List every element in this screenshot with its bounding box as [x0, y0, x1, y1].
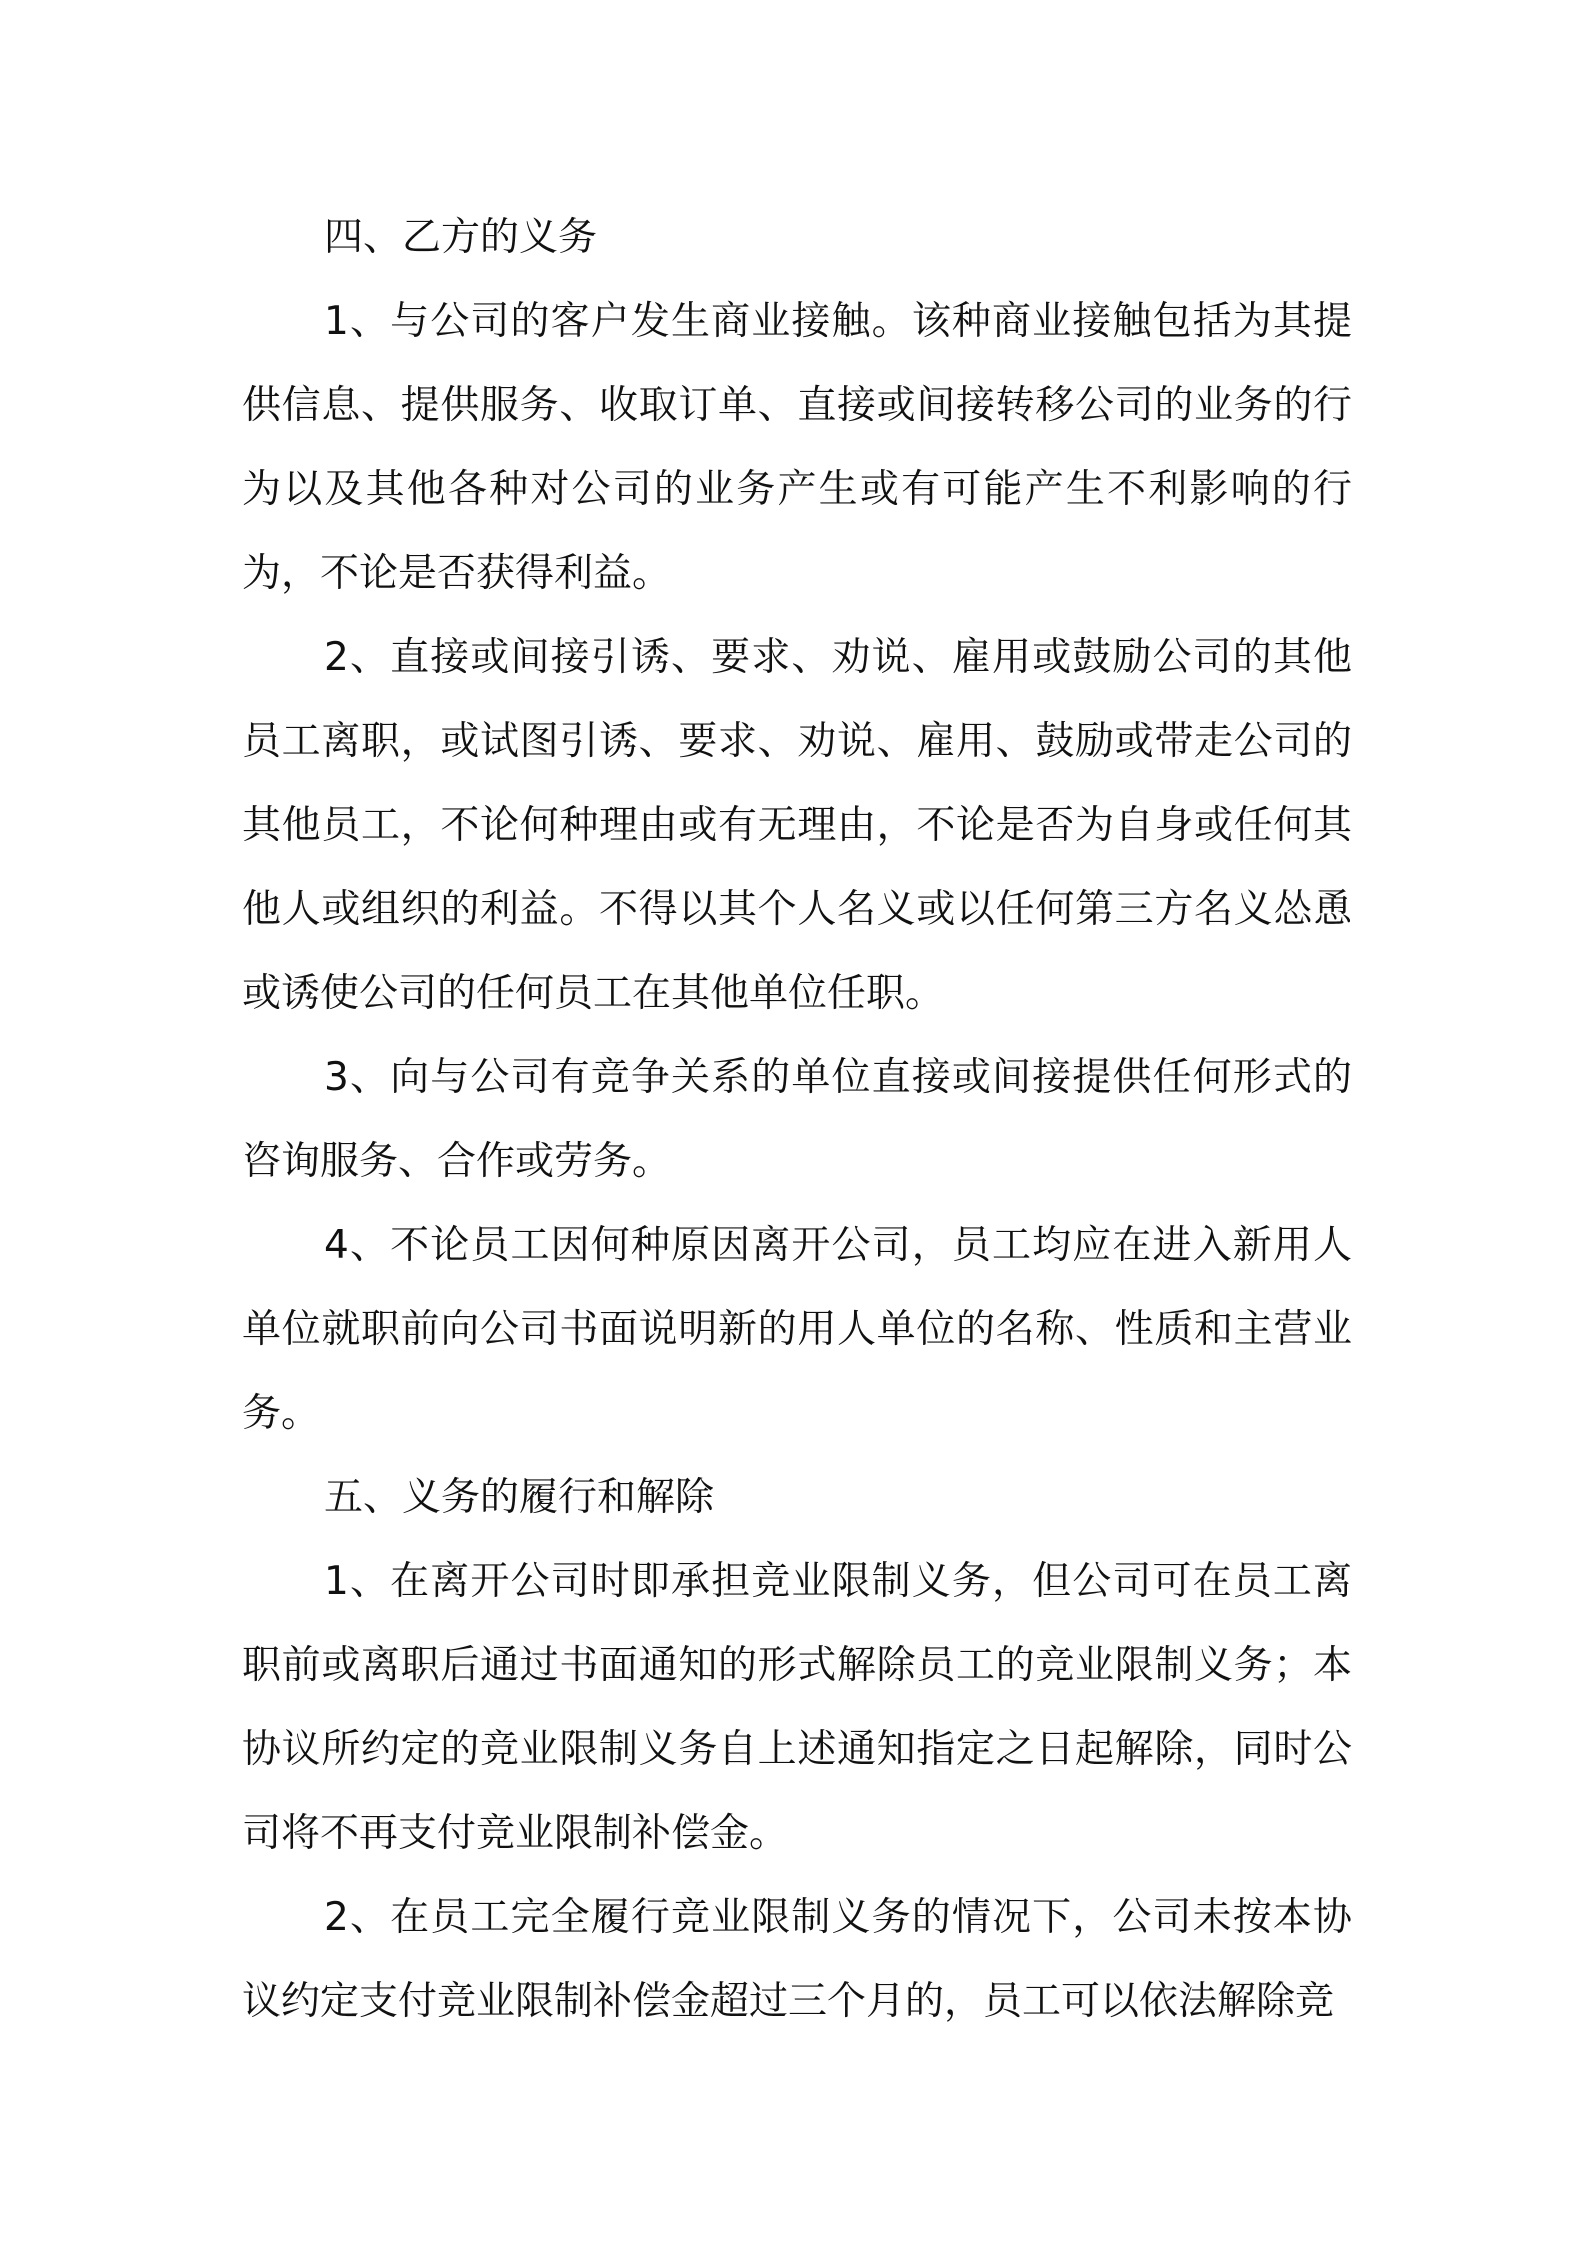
section-heading-4: 四、乙方的义务	[324, 215, 598, 260]
paragraph-4-3: 3、向与公司有竞争关系的单位直接或间接提供任何形式的咨询服务、合作或劳务。	[242, 1055, 1352, 1184]
paragraph-4-1: 1、与公司的客户发生商业接触。该种商业接触包括为其提供信息、提供服务、收取订单、直接或间接转移公司的业务的行为以及其他各种对公司的业务产生或有可能产生不利影响的行为，不论是否获得利益。	[242, 299, 1352, 596]
paragraph-5-1: 1、在离开公司时即承担竞业限制义务，但公司可在员工离职前或离职后通过书面通知的形式解除员工的竞业限制义务；本协议所约定的竞业限制义务自上述通知指定之日起解除，同时公司将不再支付竞业限制补偿金。	[242, 1559, 1352, 1856]
section-heading-5: 五、义务的履行和解除	[324, 1475, 715, 1520]
paragraph-4-2: 2、直接或间接引诱、要求、劝说、雇用或鼓励公司的其他员工离职，或试图引诱、要求、劝说、雇用、鼓励或带走公司的其他员工，不论何种理由或有无理由，不论是否为自身或任何其他人或组织的利益。不得以其个人名义或以任何第三方名义怂恿或诱使公司的任何员工在其他单位任职。	[242, 635, 1352, 1016]
paragraph-4-4: 4、不论员工因何种原因离开公司，员工均应在进入新用人单位就职前向公司书面说明新的用人单位的名称、性质和主营业务。	[242, 1223, 1352, 1436]
document-body	[242, 196, 1352, 2044]
paragraph-5-2: 2、在员工完全履行竞业限制义务的情况下，公司未按本协议约定支付竞业限制补偿金超过三个月的，员工可以依法解除竞	[242, 1895, 1352, 2024]
